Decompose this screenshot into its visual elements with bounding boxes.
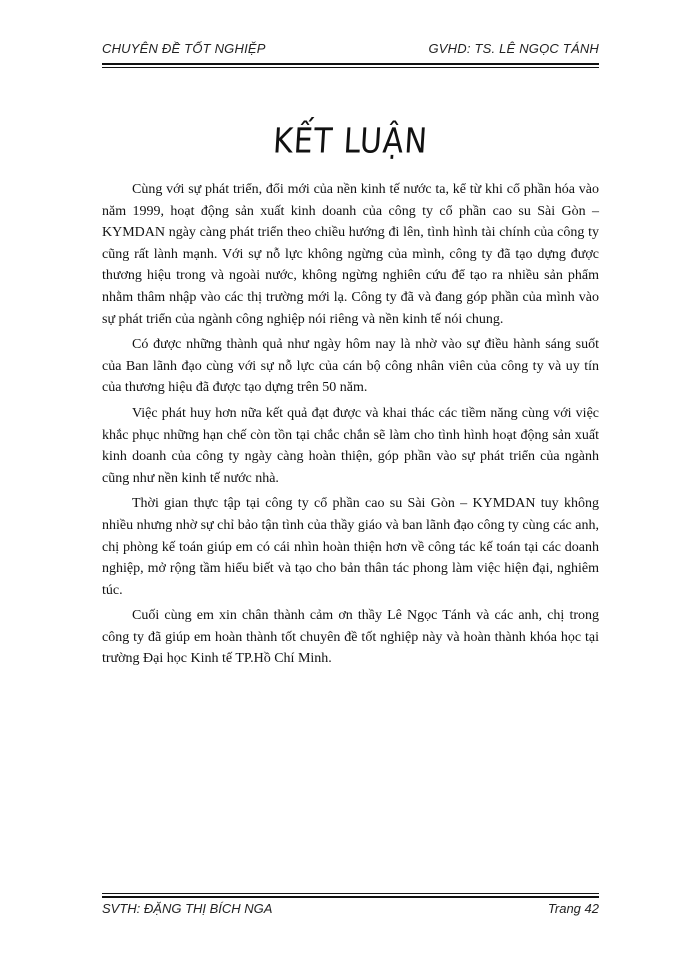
page-title: KẾT LUẬN — [271, 121, 430, 162]
body-text — [102, 179, 599, 674]
paragraph: Cuối cùng em xin chân thành cảm ơn thầy Lê Ngọc Tánh và các anh, chị trong công ty đã giúp em hoàn thành tốt chuyên đề tốt nghiệp này và hoàn thành khóa học tại trường Đại học Kinh tế TP.Hồ Chí Minh. — [102, 608, 599, 667]
paragraph: Có được những thành quả như ngày hôm nay là nhờ vào sự điều hành sáng suốt của Ban lãnh đạo cùng với sự nỗ lực của cán bộ công nhân viên của công ty và uy tín của thương hiệu đã được tạo dựng trên 50 năm. — [102, 337, 599, 396]
footer-student-name: SVTH: ĐẶNG THỊ BÍCH NGA — [102, 901, 273, 916]
page-number: Trang 42 — [547, 901, 599, 916]
paragraph: Việc phát huy hơn nữa kết quả đạt được và khai thác các tiềm năng cùng với việc khắc phục những hạn chế còn tồn tại chắc chắn sẽ làm cho tình hình hoạt động sản xuất kinh doanh của công ty ngày càng hoàn thiện, góp phần vào sự phát triển của ngành cũng như nền kinh tế nước nhà. — [102, 405, 599, 486]
page-footer — [102, 901, 599, 921]
paragraph: Thời gian thực tập tại công ty cổ phần cao su Sài Gòn – KYMDAN tuy không nhiều nhưng nhờ sự chỉ bảo tận tình của thầy giáo và ban lãnh đạo công ty cùng các anh, chị phòng kế toán giúp em có cái nhìn hoàn thiện hơn về công tác kế toán tại các doanh nghiệp, mở rộng tầm hiểu biết và tạo cho bản thân tác phong làm việc hiện đại, nghiêm túc. — [102, 496, 599, 598]
header-course-title: CHUYÊN ĐỀ TỐT NGHIỆP — [102, 41, 266, 56]
header-supervisor: GVHD: TS. LÊ NGỌC TÁNH — [428, 41, 599, 56]
header-rule-thin — [102, 67, 599, 68]
paragraph: Cùng với sự phát triển, đổi mới của nền kinh tế nước ta, kể từ khi cổ phần hóa vào năm 1999, hoạt động sản xuất kinh doanh của công ty cổ phần cao su Sài Gòn – KYMDAN ngày càng phát triển theo chiều hướng đi lên, tình hình tài chính của công ty cũng rất lành mạnh. Với sự nỗ lực không ngừng của mình, công ty đã tạo dựng được thương hiệu trong và ngoài nước, không ngừng nghiên cứu để tạo ra nhiều sản phẩm nhằm thâm nhập vào các thị trường mới lạ. Công ty đã và đang góp phần của mình vào sự phát triển của ngành công nghiệp nói riêng và nền kinh tế nói chung. — [102, 182, 599, 327]
footer-rule-thick — [102, 896, 599, 898]
page-header — [102, 41, 599, 63]
footer-rule-thin — [102, 893, 599, 894]
header-rule-thick — [102, 63, 599, 65]
